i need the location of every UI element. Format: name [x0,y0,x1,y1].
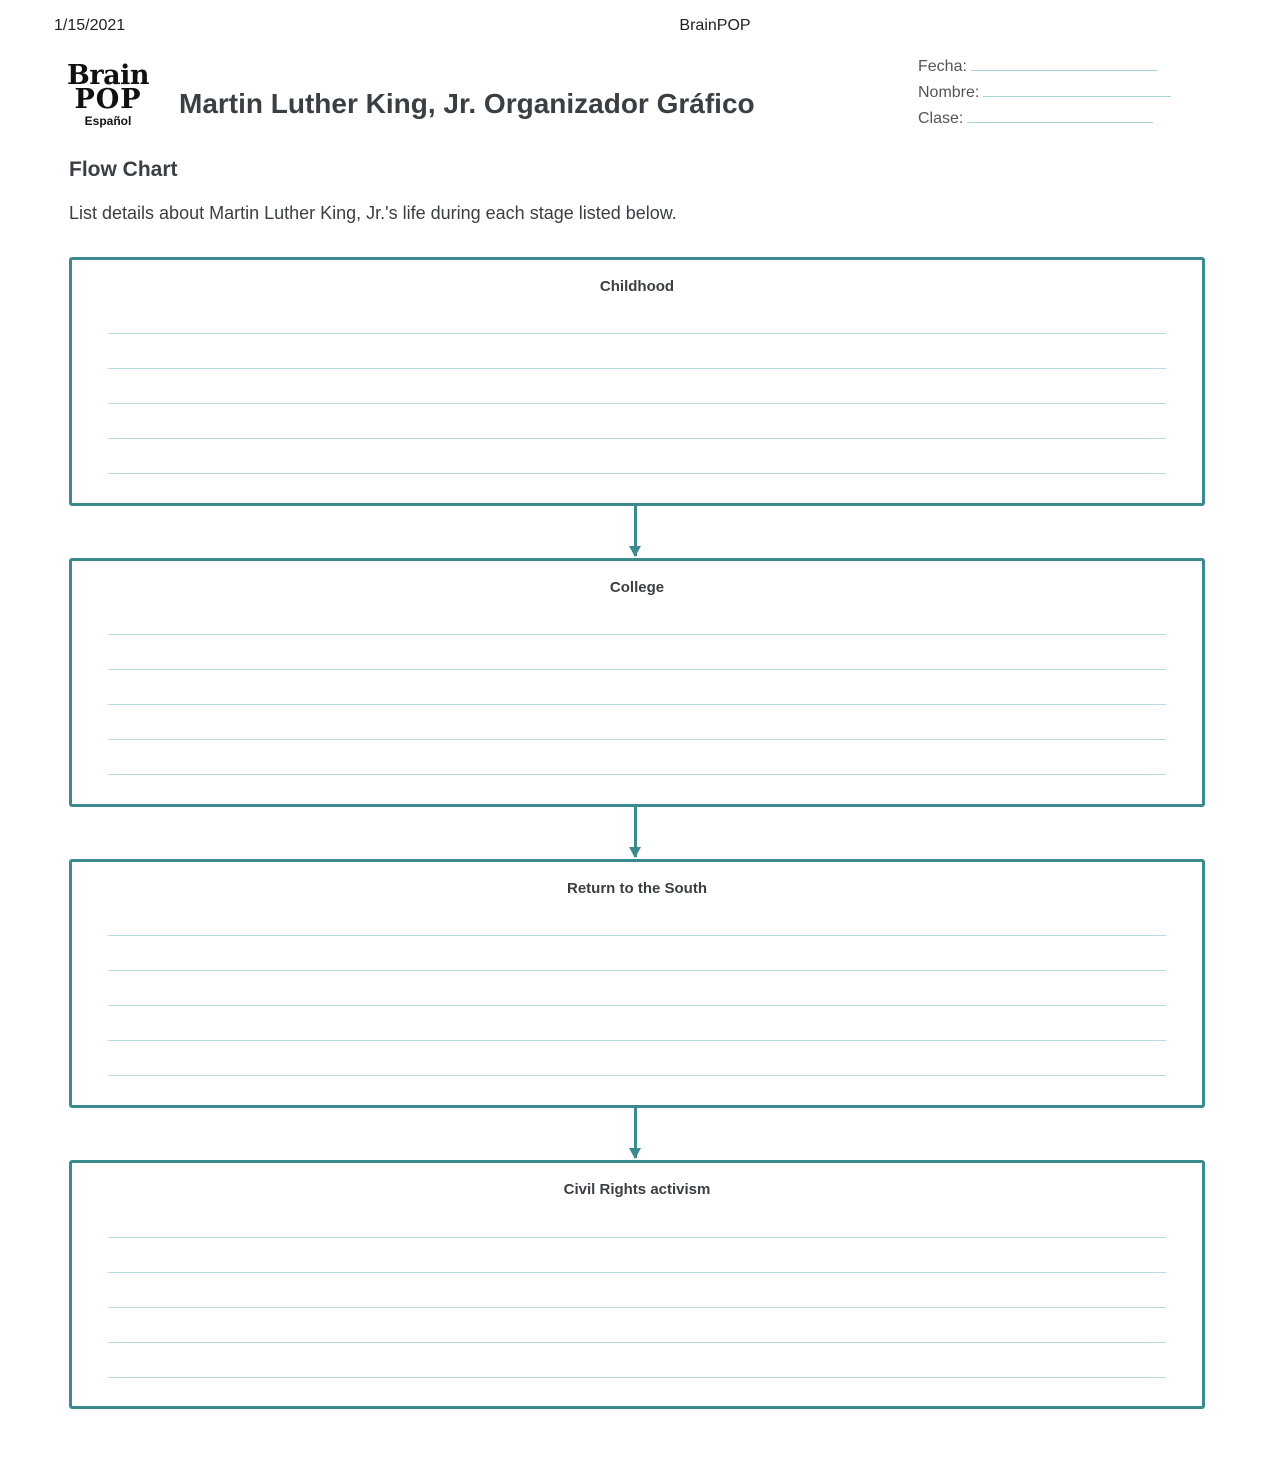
arrow-head-icon [629,1148,641,1159]
writing-line[interactable] [108,669,1166,670]
writing-line[interactable] [108,739,1166,740]
stage-label: Childhood [599,278,675,295]
stage-label: Civil Rights activism [563,1181,711,1198]
writing-line[interactable] [108,1377,1166,1378]
writing-line[interactable] [108,1075,1166,1076]
nombre-row [918,76,1171,102]
stage-box-civil-rights-activism [69,1160,1205,1409]
clase-label: Clase: [918,110,964,127]
writing-line[interactable] [108,634,1166,635]
instructions-text: List details about Martin Luther King, Jr.'s life during each stage listed below. [69,203,677,223]
stage-box-childhood [69,257,1205,506]
nombre-field[interactable] [983,96,1171,97]
writing-line[interactable] [108,403,1166,404]
clase-row [918,102,1171,128]
stage-box-return-to-the-south [69,859,1205,1108]
logo-pop-text: POP [74,84,142,115]
logo-espanol-text: Español [84,114,132,128]
stage-label: College [609,579,665,596]
writing-line[interactable] [108,935,1166,936]
fecha-field[interactable] [971,70,1157,71]
writing-line[interactable] [108,1272,1166,1273]
writing-line[interactable] [108,438,1166,439]
writing-line[interactable] [108,1005,1166,1006]
page-title: Martin Luther King, Jr. Organizador Gráfico [179,88,755,119]
print-date: 1/15/2021 [54,17,126,34]
student-info-fields [918,50,1171,128]
section-title: Flow Chart [69,158,178,181]
stage-box-college [69,558,1205,807]
writing-line[interactable] [108,970,1166,971]
nombre-label: Nombre: [918,84,980,101]
writing-line[interactable] [108,774,1166,775]
flow-arrow [634,506,637,556]
arrow-head-icon [629,546,641,557]
writing-line[interactable] [108,1040,1166,1041]
writing-line[interactable] [108,368,1166,369]
writing-line[interactable] [108,704,1166,705]
writing-line[interactable] [108,1237,1166,1238]
brainpop-espanol-logo [62,62,154,127]
stage-label: Return to the South [567,880,707,897]
writing-line[interactable] [108,333,1166,334]
print-site-title: BrainPOP [679,17,751,34]
flow-arrow [634,807,637,857]
flow-arrow [634,1108,637,1158]
writing-line[interactable] [108,1342,1166,1343]
logo-brain-text: Brain [67,60,149,91]
writing-line[interactable] [108,473,1166,474]
arrow-head-icon [629,847,641,858]
writing-line[interactable] [108,1307,1166,1308]
fecha-label: Fecha: [918,58,967,75]
clase-field[interactable] [967,122,1153,123]
fecha-row [918,50,1171,76]
